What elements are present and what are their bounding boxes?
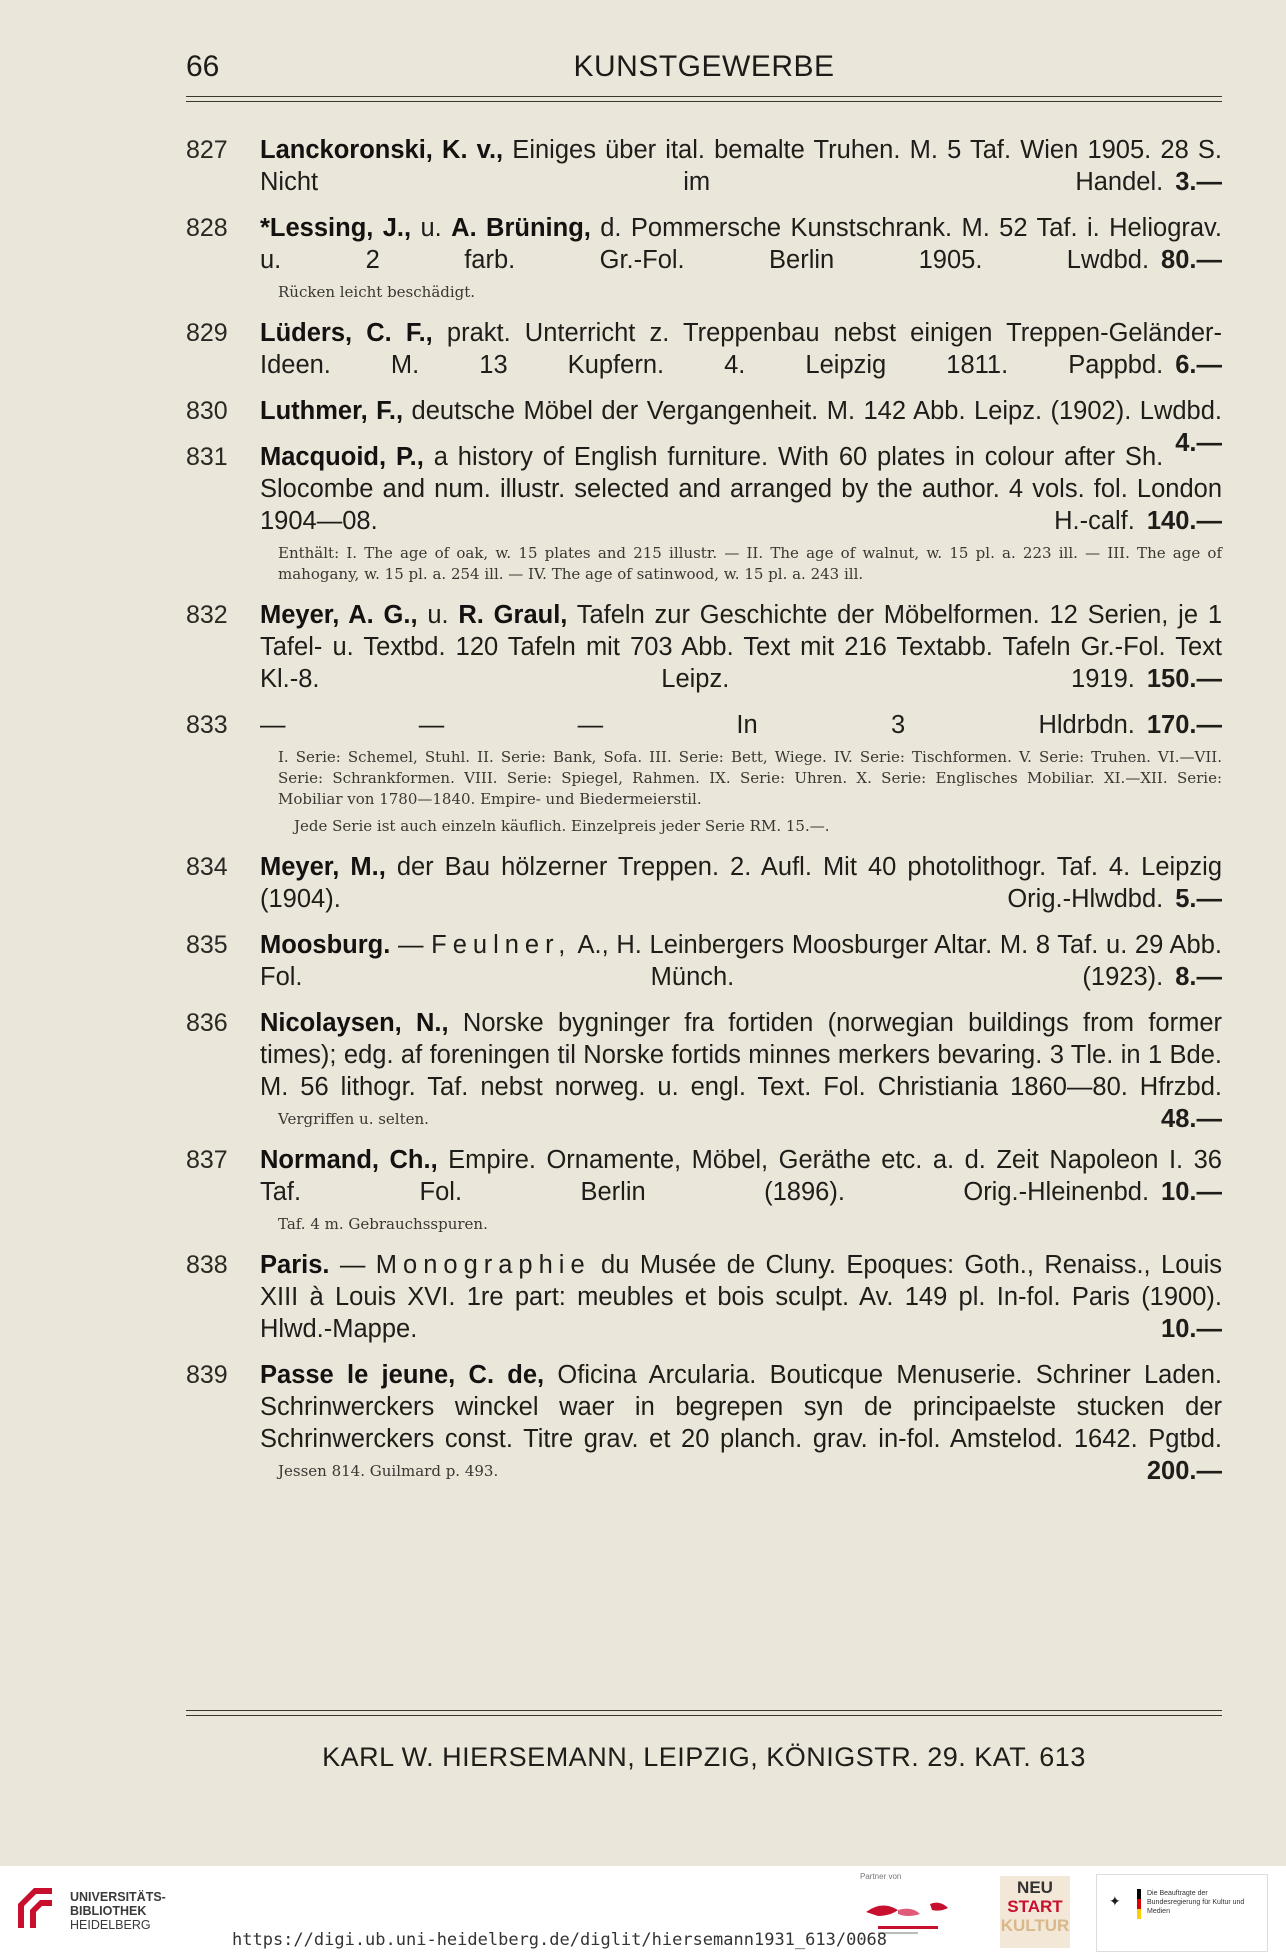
- entry-number: 829: [186, 319, 228, 347]
- entry-number: 828: [186, 214, 228, 242]
- entry-number: 827: [186, 136, 228, 164]
- catalog-entry: [186, 599, 1222, 695]
- entry-text: [260, 1144, 1222, 1208]
- entry-author: Meyer, A. G.,: [260, 601, 418, 629]
- entry-text: [260, 317, 1222, 381]
- entry-price: 170.—: [1146, 711, 1222, 739]
- entry-author: Moosburg.: [260, 931, 391, 959]
- entry-price: 8.—: [1175, 963, 1222, 991]
- catalog-entry: [186, 1144, 1222, 1235]
- entry-text: [260, 709, 1222, 741]
- entry-author: Lanckoronski, K. v.,: [260, 136, 504, 164]
- entry-price: 80.—: [1161, 246, 1222, 274]
- entry-text: [260, 212, 1222, 276]
- eagle-icon: ✦: [1109, 1893, 1121, 1909]
- entry-text: [260, 851, 1222, 915]
- bkm-logo[interactable]: [1096, 1874, 1268, 1952]
- entry-note: I. Serie: Schemel, Stuhl. II. Serie: Bank, Sofa. III. Serie: Bett, Wiege. IV. Serie: Tischformen. V. Serie: Truhen. VI.—VII. Serie: Schrankformen. VIII. Serie: Spiegel, Rahmen. IX. Serie: Uhren. X. Serie: Englisches Mobiliar. XI.—XII. Serie: Mobiliar von 1780—1840. Empire- und Biedermeierstil.: [278, 748, 1222, 808]
- entry-author: Meyer, M.,: [260, 853, 386, 881]
- entry-number: 834: [186, 853, 228, 881]
- catalog-entry: [186, 1359, 1222, 1485]
- entry-text: [260, 441, 1222, 537]
- entry-connector: u.: [417, 601, 459, 629]
- entry-price: 150.—: [1146, 665, 1222, 693]
- entry-price: 4.—: [1175, 429, 1222, 457]
- entry-note: Rücken leicht beschädigt.: [278, 283, 476, 301]
- entry-spaced-name: Monographie: [375, 1251, 591, 1279]
- catalog-entry: [186, 709, 1222, 837]
- entry-description: d. Pommersche Kunstschrank. M. 52 Taf. i. Heliograv. u. 2 farb. Gr.-Fol. Berlin 1905. Lwdbd.: [260, 214, 1222, 274]
- flag-icon: [1137, 1889, 1141, 1919]
- entry-description: du Musée de Cluny. Epoques: Goth., Renaiss., Louis XIII à Louis XVI. 1re part: meubles et bois sculpt. Av. 149 pl. In-fol. Paris (1900). Hlwd.-Mappe.: [260, 1251, 1222, 1343]
- catalog-entry: [186, 134, 1222, 198]
- entry-number: 830: [186, 397, 228, 425]
- entry-text: [260, 929, 1222, 993]
- entry-price: 6.—: [1175, 351, 1222, 379]
- entries-list: [186, 134, 1222, 1496]
- library-line-1: UNIVERSITÄTS-: [70, 1890, 166, 1904]
- entry-spaced-name: Feulner,: [431, 931, 572, 959]
- entry-description: prakt. Unterricht z. Treppenbau nebst einigen Treppen-Geländer-Ideen. M. 13 Kupfern. 4. Leipzig 1811. Pappbd.: [260, 319, 1222, 379]
- ub-logo-icon[interactable]: [12, 1884, 58, 1934]
- entry-price: 200.—: [1146, 1457, 1222, 1485]
- entry-number: 838: [186, 1251, 228, 1279]
- header-rule: [186, 96, 1222, 102]
- neustart-kultur-logo[interactable]: [1000, 1876, 1070, 1948]
- partner-label: Partner von: [860, 1872, 902, 1881]
- entry-description: Einiges über ital. bemalte Truhen. M. 5 Taf. Wien 1905. 28 S. Nicht im Handel.: [260, 136, 1223, 196]
- entry-price: 48.—: [1161, 1105, 1222, 1133]
- entry-number: 839: [186, 1361, 228, 1389]
- catalog-entry: [186, 212, 1222, 303]
- catalog-entry: [186, 1007, 1222, 1133]
- page-number: 66: [186, 50, 220, 83]
- entry-price: 10.—: [1161, 1178, 1222, 1206]
- entry-number: 833: [186, 711, 228, 739]
- viewer-bottom-bar: [0, 1866, 1286, 1957]
- entry-coauthor: A. Brüning,: [451, 214, 591, 242]
- entry-description: A., H. Leinbergers Moosburger Altar. M. 8 Taf. u. 29 Abb. Fol. Münch. (1923).: [260, 931, 1222, 991]
- entry-note: Taf. 4 m. Gebrauchsspuren.: [278, 1215, 488, 1233]
- entry-note: Jessen 814. Guilmard p. 493.: [278, 1462, 499, 1480]
- entry-number: 837: [186, 1146, 228, 1174]
- entry-author: Normand, Ch.,: [260, 1146, 438, 1174]
- entry-description: Norske bygninger fra fortiden (norwegian buildings from former times); edg. af foreningen til Norske fortids minnes merkers bevaring. 3 Tle. in 1 Bde. M. 56 lithogr. Taf. nebst norweg. u. engl. Text. Fol. Christiania 1860—80. Hfrzbd.: [260, 1009, 1222, 1101]
- entry-number: 831: [186, 443, 228, 471]
- catalog-entry: [186, 317, 1222, 381]
- entry-description: deutsche Möbel der Vergangenheit. M. 142 Abb. Leipz. (1902). Lwdbd.: [403, 397, 1222, 425]
- neustart-word-3: KULTUR: [1000, 1916, 1070, 1935]
- entry-description: Oficina Arcularia. Bouticque Menuserie. Schriner Laden. Schrinwerckers winckel waer in begrepen syn de principaelste stucken der Schrinwerckers const. Titre grav. et 20 planch. grav. in-fol. Amstelod. 1642. Pgtbd.: [260, 1361, 1222, 1453]
- entry-connector: u.: [411, 214, 452, 242]
- entry-number: 832: [186, 601, 228, 629]
- catalog-entry: [186, 851, 1222, 915]
- entry-description: der Bau hölzerner Treppen. 2. Aufl. Mit 40 photolithogr. Taf. 4. Leipzig (1904). Orig.-Hlwdbd.: [260, 853, 1222, 913]
- entry-note: Jede Serie ist auch einzeln käuflich. Einzelpreis jeder Serie RM. 15.—.: [294, 817, 830, 835]
- entry-author: *Lessing, J.,: [260, 214, 412, 242]
- entry-description: a history of English furniture. With 60 plates in colour after Sh. Slocombe and num. illustr. selected and arranged by the author. 4 vols. fol. London 1904—08. H.-calf.: [260, 443, 1222, 535]
- catalog-entry: [186, 929, 1222, 993]
- entry-coauthor: R. Graul,: [458, 601, 568, 629]
- neustart-word-2: START: [1007, 1897, 1063, 1916]
- catalog-entry: [186, 441, 1222, 585]
- entry-description: Tafeln zur Geschichte der Möbelformen. 12 Serien, je 1 Tafel- u. Textbd. 120 Tafeln mit 703 Abb. Text mit 216 Textabb. Tafeln Gr.-Fol. Text Kl.-8. Leipz. 1919.: [260, 601, 1223, 693]
- entry-number: 835: [186, 931, 228, 959]
- bkm-text: Die Beauftragte der Bundesregierung für Kultur und Medien: [1147, 1890, 1245, 1915]
- library-line-2: BIBLIOTHEK: [70, 1904, 147, 1918]
- entry-note: Vergriffen u. selten.: [278, 1110, 429, 1128]
- entry-price: 3.—: [1175, 168, 1222, 196]
- entry-description: Empire. Ornamente, Möbel, Geräthe etc. a. d. Zeit Napoleon I. 36 Taf. Fol. Berlin (1896). Orig.-Hleinenbd.: [260, 1146, 1222, 1206]
- entry-text: [260, 1249, 1222, 1345]
- entry-dash: —: [329, 1251, 376, 1279]
- entry-author: Lüders, C. F.,: [260, 319, 433, 347]
- imprint: KARL W. HIERSEMANN, LEIPZIG, KÖNIGSTR. 29. KAT. 613: [322, 1742, 1086, 1772]
- library-name: [70, 1890, 166, 1932]
- entry-text: [260, 134, 1222, 198]
- entry-note: Enthält: I. The age of oak, w. 15 plates and 215 illustr. — II. The age of walnut, w. 15 pl. a. 223 ill. — III. The age of mahogany, w. 15 pl. a. 254 ill. — IV. The age of satinwood, w. 15 pl. a. 243 ill.: [278, 544, 1222, 583]
- entry-price: 5.—: [1175, 885, 1222, 913]
- running-title: KUNSTGEWERBE: [573, 50, 835, 83]
- entry-price: 140.—: [1146, 507, 1222, 535]
- permalink-url[interactable]: https://digi.ub.uni-heidelberg.de/diglit/hiersemann1931_613/0068: [232, 1930, 888, 1950]
- entry-dash: —: [390, 931, 432, 959]
- neustart-word-1: NEU: [1017, 1878, 1053, 1897]
- entry-price: 10.—: [1161, 1315, 1222, 1343]
- footer-rule: [186, 1710, 1222, 1716]
- entry-number: 836: [186, 1009, 228, 1037]
- entry-author: Macquoid, P.,: [260, 443, 424, 471]
- library-line-3: HEIDELBERG: [70, 1918, 151, 1932]
- entry-author: Nicolaysen, N.,: [260, 1009, 449, 1037]
- page-header: [186, 50, 1222, 90]
- catalog-entry: [186, 1249, 1222, 1345]
- entry-text: [260, 599, 1222, 695]
- entry-author: Passe le jeune, C. de,: [260, 1361, 545, 1389]
- entry-author: Luthmer, F.,: [260, 397, 404, 425]
- entry-author: Paris.: [260, 1251, 330, 1279]
- entry-description: — — — In 3 Hldrbdn.: [260, 711, 1135, 739]
